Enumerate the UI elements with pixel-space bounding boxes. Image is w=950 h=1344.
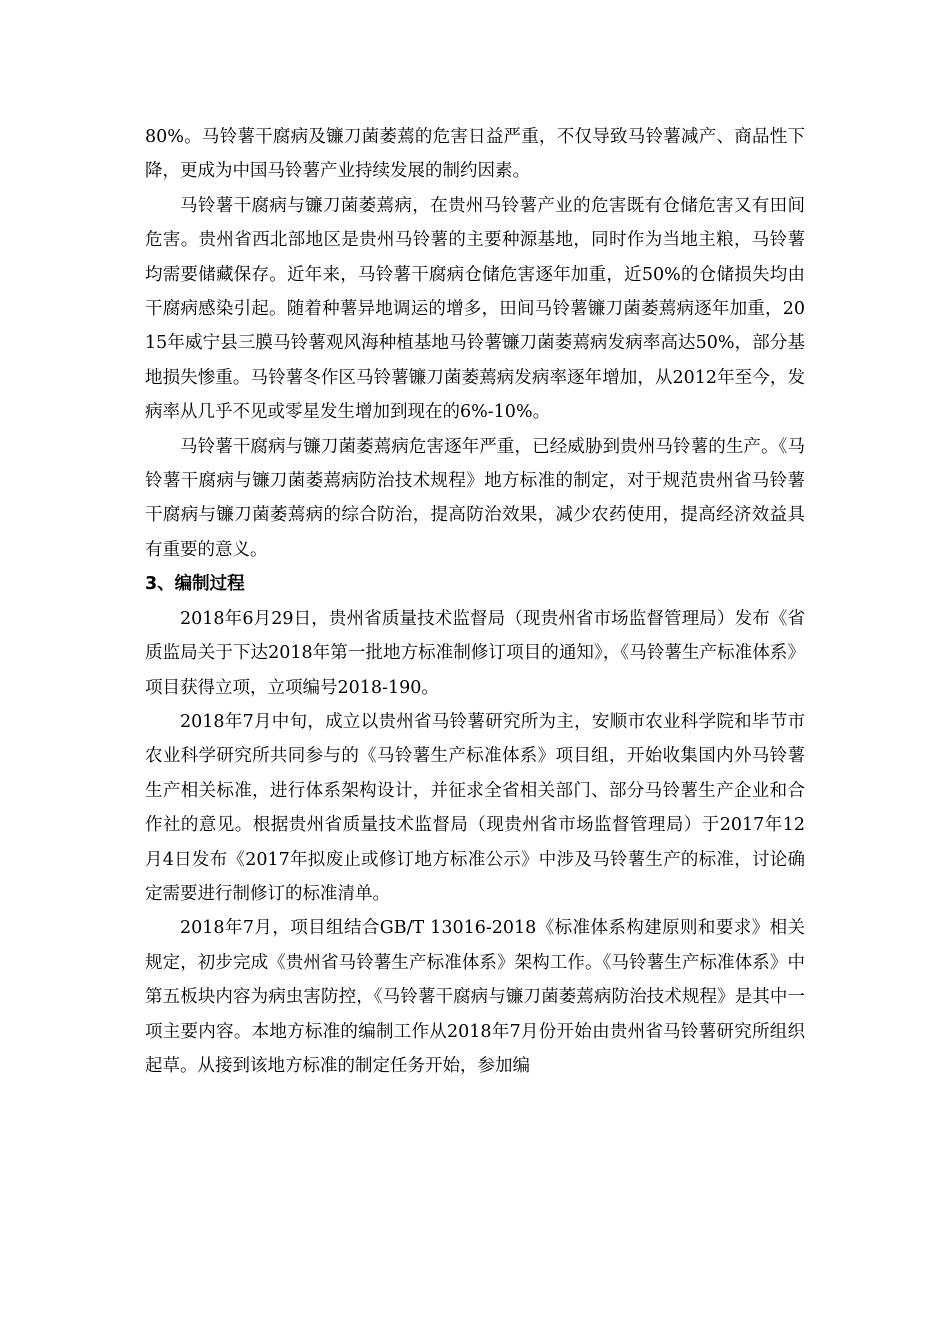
paragraph-project-approval: 2018年6月29日，贵州省质量技术监督局（现贵州省市场监督管理局）发布《省质监局关于下达2018年第一批地方标准制修订项目的通知》，《马铃薯生产标准体系》项目获得立项，立项编号2018-190。	[145, 608, 805, 698]
paragraph-harm-in-guizhou: 马铃薯干腐病与镰刀菌萎蔫病，在贵州马铃薯产业的危害既有仓储危害又有田间危害。贵州省西北部地区是贵州马铃薯的主要种源基地，同时作为当地主粮，马铃薯均需要储藏保存。近年来，马铃薯干腐病仓储危害逐年加重，近50%的仓储损失均由干腐病感染引起。随着种薯异地调运的增多，田间马铃薯镰刀菌萎蔫病逐年加重，2015年威宁县三膜马铃薯观风海种植基地马铃薯镰刀菌萎蔫病发病率高达50%，部分基地损失惨重。马铃薯冬作区马铃薯镰刀菌萎蔫病发病率逐年增加，从2012年至今，发病率从几乎不见或零星发生增加到现在的6%-10%。	[145, 195, 805, 423]
paragraph-project-team: 2018年7月中旬，成立以贵州省马铃薯研究所为主，安顺市农业科学院和毕节市农业科学研究所共同参与的《马铃薯生产标准体系》项目组，开始收集国内外马铃薯生产相关标准，进行体系架构设计，并征求全省相关部门、部分马铃薯生产企业和合作社的意见。根据贵州省质量技术监督局（现贵州省市场监督管理局）于2017年12月4日发布《2017年拟废止或修订地方标准公示》中涉及马铃薯生产的标准，讨论确定需要进行制修订的标准清单。	[145, 711, 805, 904]
section-heading-compilation-process: 3、编制过程	[145, 574, 245, 595]
document-body	[145, 120, 805, 1083]
paragraph-continuation: 80%。马铃薯干腐病及镰刀菌萎蔫的危害日益严重，不仅导致马铃薯减产、商品性下降，更成为中国马铃薯产业持续发展的制约因素。	[145, 127, 805, 182]
paragraph-architecture-work: 2018年7月，项目组结合GB/T 13016-2018《标准体系构建原则和要求》相关规定，初步完成《贵州省马铃薯生产标准体系》架构工作。《马铃薯生产标准体系》中第五板块内容为病虫害防控，《马铃薯干腐病与镰刀菌萎蔫病防治技术规程》是其中一项主要内容。本地方标准的编制工作从2018年7月份开始由贵州省马铃薯研究所组织起草。从接到该地方标准的制定任务开始，参加编	[145, 918, 805, 1076]
paragraph-significance: 马铃薯干腐病与镰刀菌萎蔫病危害逐年严重，已经威胁到贵州马铃薯的生产。《马铃薯干腐病与镰刀菌萎蔫病防治技术规程》地方标准的制定，对于规范贵州省马铃薯干腐病与镰刀菌萎蔫病的综合防治，提高防治效果，减少农药使用，提高经济效益具有重要的意义。	[145, 436, 805, 560]
